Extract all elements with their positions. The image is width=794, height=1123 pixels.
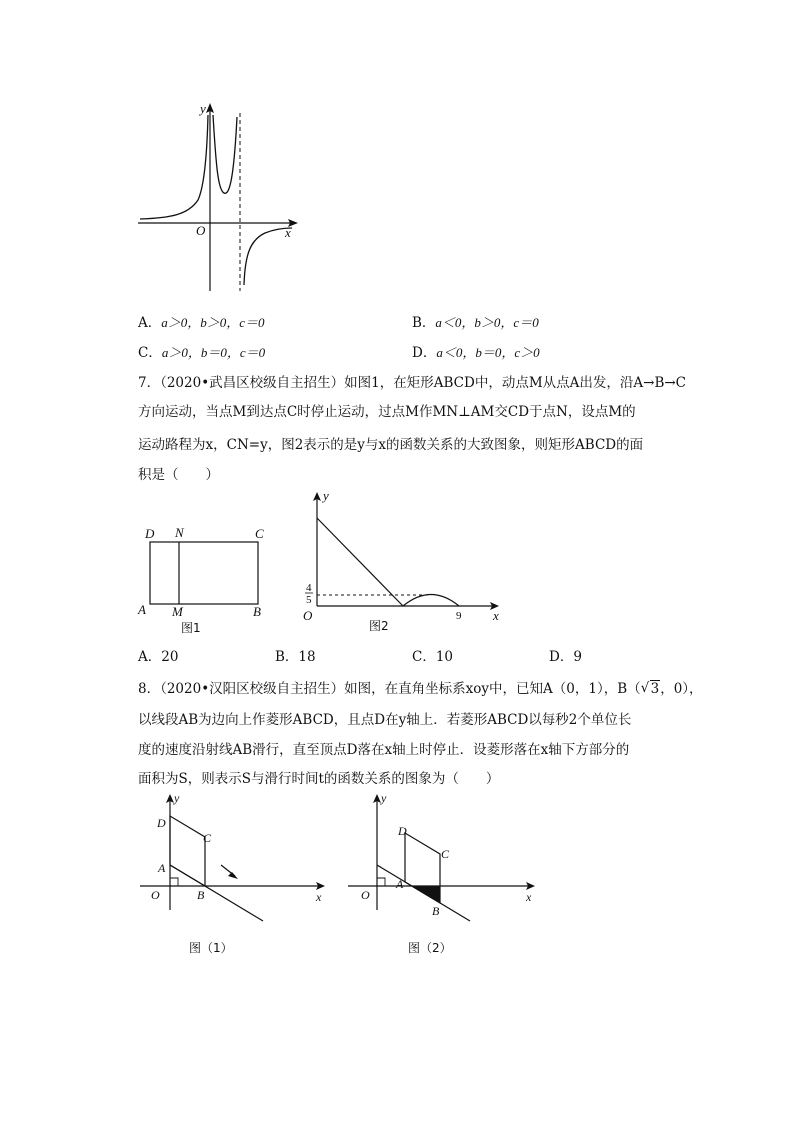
option-letter: D．	[549, 649, 574, 665]
option-text: 9	[573, 649, 582, 665]
q6-option-a[interactable]	[138, 311, 265, 331]
rectangle-abcd	[150, 542, 258, 604]
option-text: a＜0，b＞0，c＝0	[435, 315, 539, 330]
slide-arrowhead	[228, 872, 238, 879]
label-b: B	[432, 904, 440, 918]
q7-line-2: 方向运动，当点M到达点C时停止运动，过点M作MN⊥AM交CD于点N，设点M的	[138, 404, 636, 420]
label-d: D	[145, 526, 155, 541]
q7-line-3: 运动路程为x，CN=y，图2表示的是y与x的函数关系的大致图象，则矩形ABCD的面	[138, 437, 644, 453]
label-x: x	[526, 890, 532, 904]
q7-figure-1	[135, 522, 275, 637]
option-letter: B．	[275, 649, 299, 665]
label-a: A	[396, 877, 404, 891]
option-text: a＞0，b＝0，c＝0	[161, 345, 266, 360]
graph-segment-arc	[403, 595, 459, 607]
q7-figure-2	[295, 488, 510, 636]
y-axis-label: y	[200, 101, 206, 116]
option-letter: C．	[412, 649, 436, 665]
fraction-denominator: 5	[306, 594, 312, 606]
q8-figure-1	[135, 790, 335, 960]
q7-option-b[interactable]	[275, 645, 316, 665]
option-letter: A．	[138, 649, 162, 665]
figure-caption: 图1	[181, 621, 201, 635]
option-letter: A．	[138, 315, 162, 331]
figure-caption: 图（1）	[189, 941, 233, 955]
sqrt-sign: √	[640, 680, 650, 696]
q8-line-2: 以线段AB为边向上作菱形ABCD，且点D在y轴上．若菱形ABCD以每秒2个单位长	[138, 712, 632, 728]
label-n: N	[175, 525, 184, 540]
q7-line-4: 积是（ ）	[138, 467, 219, 483]
q8-figure-2	[345, 790, 545, 960]
option-text: a＜0，b＝0，c＞0	[436, 345, 540, 360]
option-letter: D．	[412, 345, 437, 361]
option-text: 10	[435, 649, 454, 665]
label-b: B	[197, 888, 205, 902]
ray-ab	[170, 865, 263, 921]
option-text: 18	[298, 649, 316, 665]
label-m: M	[172, 604, 183, 619]
q7-line-1: 7．（2020•武昌区校级自主招生）如图1，在矩形ABCD中，动点M从点A出发，沿A→B→C	[138, 375, 687, 391]
label-d: D	[398, 824, 407, 838]
figure-caption: 图（2）	[408, 941, 452, 955]
label-c: C	[255, 526, 264, 541]
label-x: x	[316, 890, 322, 904]
label-b: B	[253, 604, 261, 619]
origin-label: O	[303, 608, 313, 623]
graph-segment-linear	[317, 518, 403, 606]
label-y: y	[174, 791, 180, 805]
label-a: A	[158, 861, 166, 875]
q6-option-c[interactable]	[138, 341, 265, 361]
option-letter: B．	[412, 315, 436, 331]
q7-option-d[interactable]	[549, 645, 582, 665]
label-o: O	[361, 888, 370, 902]
y-axis-label: y	[323, 488, 329, 503]
label-c: C	[441, 847, 450, 861]
q8-line-4: 面积为S，则表示S与滑行时间t的函数关系的图象为（ ）	[138, 771, 500, 787]
curve-middle-branch	[213, 115, 237, 193]
q7-option-a[interactable]	[138, 645, 178, 665]
q6-option-d[interactable]	[412, 341, 540, 361]
q8-line-1	[138, 676, 703, 702]
label-d: D	[157, 816, 166, 830]
right-angle-mark	[377, 878, 385, 886]
q8-line-3: 度的速度沿射线AB滑行，直至顶点D落在x轴上时停止．设菱形落在x轴下方部分的	[138, 742, 630, 758]
label-y: y	[381, 791, 387, 805]
origin-label: O	[196, 223, 206, 238]
label-o: O	[151, 888, 160, 902]
q6-function-graph	[130, 95, 310, 295]
label-a: A	[138, 602, 146, 617]
label-c: C	[203, 831, 212, 845]
figure-caption: 图2	[369, 619, 389, 633]
q7-option-c[interactable]	[412, 645, 453, 665]
q6-option-b[interactable]	[412, 311, 539, 331]
option-text: a＞0，b＞0，c＝0	[161, 315, 265, 330]
option-letter: C．	[138, 345, 162, 361]
sqrt-expression	[641, 676, 661, 702]
q8-line-1-post: ，0），	[660, 681, 703, 697]
x-axis-label: x	[285, 225, 291, 240]
right-angle-mark	[170, 878, 178, 886]
option-text: 20	[161, 649, 179, 665]
q8-line-1-pre: 8．（2020•汉阳区校级自主招生）如图，在直角坐标系xoy中，已知A（0，1），B（	[138, 681, 641, 697]
x-axis-label: x	[493, 608, 499, 623]
fraction-numerator: 4	[306, 582, 312, 594]
x-tick-9: 9	[456, 610, 462, 622]
sqrt-radicand: 3	[650, 681, 660, 697]
curve-left-branch	[140, 115, 208, 219]
